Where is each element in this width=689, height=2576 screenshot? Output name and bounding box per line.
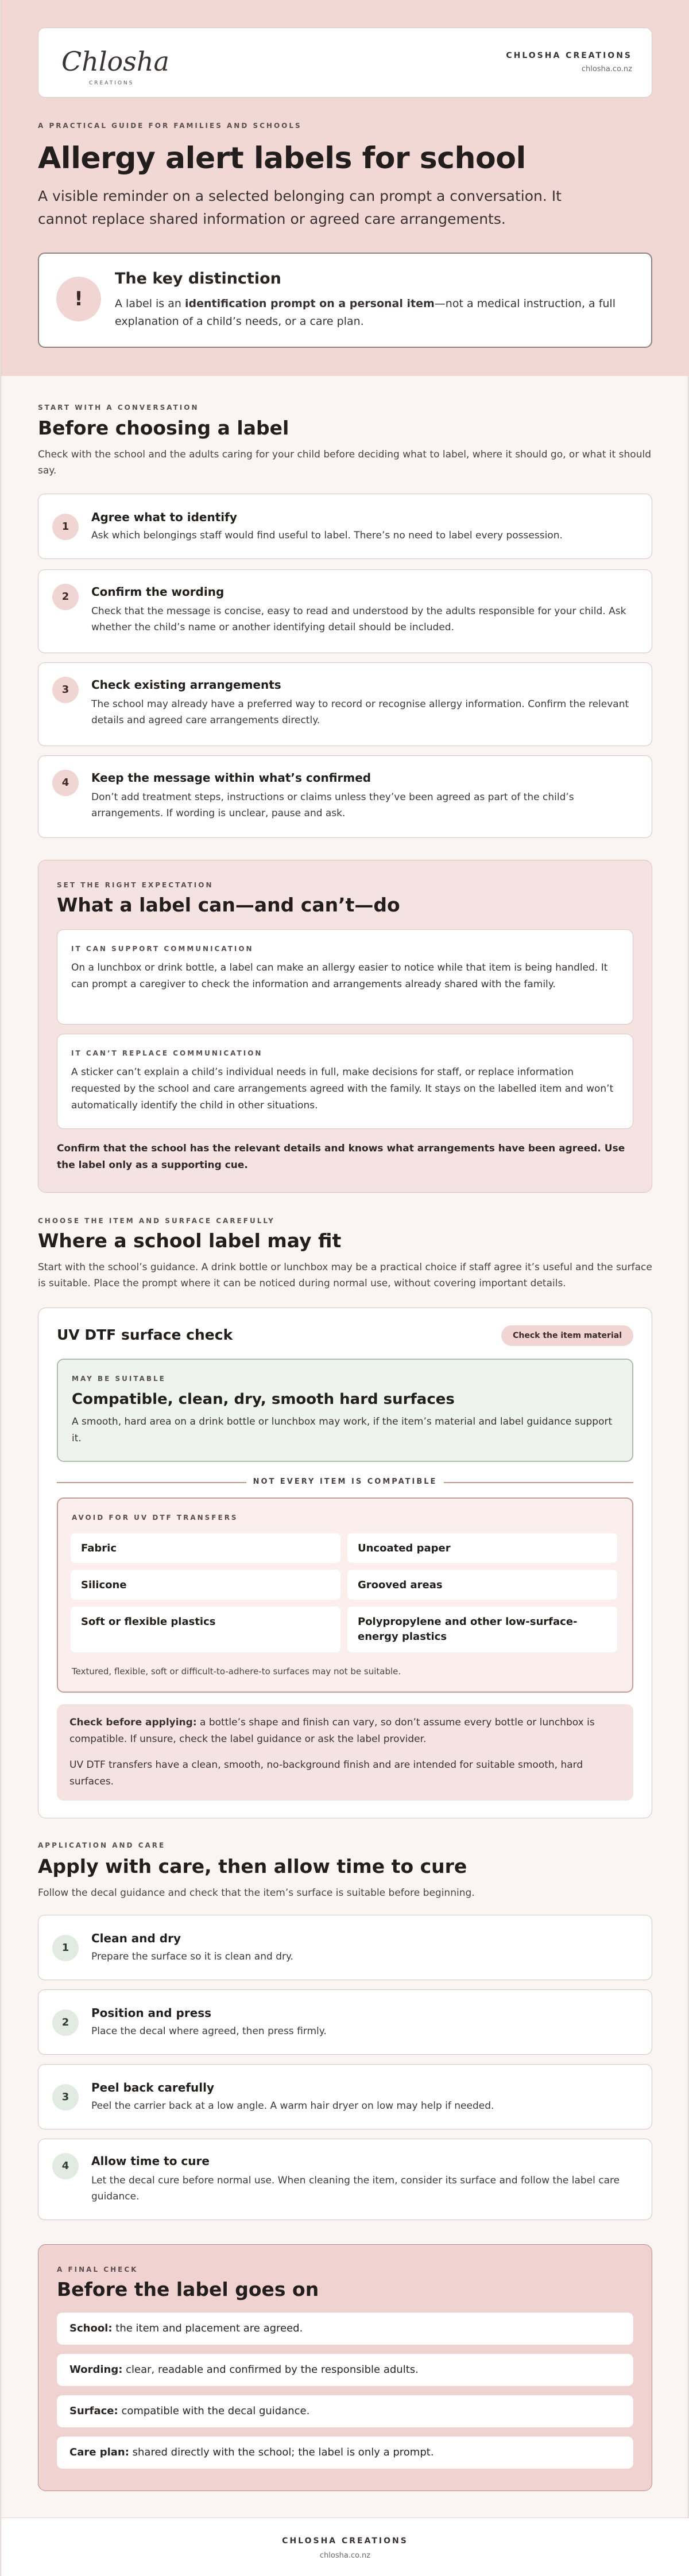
- svg-text:Chlosha: Chlosha: [61, 46, 169, 77]
- can-eyebrow: IT CAN SUPPORT COMMUNICATION: [71, 945, 254, 953]
- avoid-item: Fabric: [71, 1533, 340, 1563]
- conversation-step: [38, 755, 652, 838]
- final-eyebrow: A FINAL CHECK: [57, 2265, 138, 2274]
- checklist-item: Wording: clear, readable and confirmed by the responsible adults.: [57, 2354, 633, 2386]
- apply-step: [38, 2139, 652, 2220]
- step-number: 3: [52, 2084, 79, 2111]
- checklist-item: Surface: compatible with the decal guidance.: [57, 2395, 633, 2427]
- page-title: Allergy alert labels for school: [38, 141, 526, 176]
- suitable-eyebrow: MAY BE SUITABLE: [72, 1375, 166, 1383]
- avoid-note: Textured, flexible, soft or difficult-to-adhere-to surfaces may not be suitable.: [72, 1666, 401, 1677]
- conversation-step: [38, 569, 652, 653]
- step-title: Keep the message within what’s confirmed: [91, 771, 371, 785]
- alert-icon: !: [56, 277, 101, 321]
- avoid-eyebrow: AVOID FOR UV DTF TRANSFERS: [72, 1514, 238, 1522]
- conversation-eyebrow: START WITH A CONVERSATION: [38, 404, 199, 412]
- step-number: 2: [52, 584, 79, 610]
- conversation-step: [38, 662, 652, 746]
- suitable-title: Compatible, clean, dry, smooth hard surfaces: [72, 1391, 455, 1408]
- conversation-lead: Check with the school and the adults caring for your child before deciding what to label, where it should go, or what it should say.: [38, 449, 651, 476]
- step-number: 1: [52, 1935, 79, 1961]
- svg-text:CREATIONS: CREATIONS: [89, 80, 134, 86]
- check-before-text: Check before applying: a bottle’s shape and finish can vary, so don’t assume every bottle or lunchbox is compatible. If unsure, check the label guidance or ask the label provider.: [69, 1717, 595, 1745]
- page: [1, 0, 688, 2576]
- apply-eyebrow: APPLICATION AND CARE: [38, 1841, 166, 1849]
- avoid-panel: [57, 1498, 633, 1693]
- expectation-title: What a label can—and can’t—do: [57, 894, 400, 916]
- can-text: On a lunchbox or drink bottle, a label can make an allergy easier to notice while that item is being handled. It can prompt a caregiver to check the information and arrangements already shared with the family.: [71, 962, 608, 990]
- step-body: Place the decal where agreed, then press firmly.: [91, 2026, 327, 2037]
- check-material-badge: Check the item material: [501, 1325, 633, 1346]
- footer-url[interactable]: chlosha.co.nz: [319, 2551, 371, 2560]
- step-title: Position and press: [91, 2006, 212, 2020]
- apply-step: [38, 1989, 652, 2055]
- step-body: Let the decal cure before normal use. When cleaning the item, consider its surface and follow the label care guidance.: [91, 2175, 620, 2202]
- avoid-item: Uncoated paper: [347, 1533, 617, 1563]
- apply-step: [38, 1915, 652, 1980]
- suitable-text: A smooth, hard area on a drink bottle or lunchbox may work, if the item’s material and label guidance support it.: [72, 1416, 613, 1444]
- avoid-item: Polypropylene and other low-surface-energy plastics: [347, 1607, 617, 1652]
- checklist-item: School: the item and placement are agreed.: [57, 2313, 633, 2345]
- apply-lead: Follow the decal guidance and check that the item’s surface is suitable before beginning.: [38, 1887, 475, 1899]
- finish-text: UV DTF transfers have a clean, smooth, no-background finish and are intended for suitable smooth, hard surfaces.: [69, 1759, 583, 1787]
- checklist-item: Care plan: shared directly with the school; the label is only a prompt.: [57, 2437, 633, 2469]
- key-distinction-callout: [38, 253, 652, 348]
- step-title: Agree what to identify: [91, 510, 237, 524]
- final-check-section: [38, 2244, 652, 2491]
- step-body: The school may already have a preferred way to record or recognise allergy information. Confirm the relevant details and agreed care arrangements directly.: [91, 699, 629, 726]
- step-title: Clean and dry: [91, 1931, 181, 1945]
- avoid-item: Silicone: [71, 1570, 340, 1600]
- compatibility-divider: [57, 1476, 633, 1489]
- brand-logo[interactable]: [59, 40, 174, 89]
- avoid-item: Grooved areas: [347, 1570, 617, 1600]
- expectation-eyebrow: SET THE RIGHT EXPECTATION: [57, 881, 214, 889]
- expectation-section: [38, 860, 652, 1193]
- step-number: 1: [52, 514, 79, 540]
- step-number: 4: [52, 2153, 79, 2179]
- brand-name: CHLOSHA CREATIONS: [506, 51, 632, 60]
- footer-brand-name: CHLOSHA CREATIONS: [282, 2536, 408, 2546]
- final-title: Before the label goes on: [57, 2278, 319, 2300]
- distinction-title: The key distinction: [115, 270, 281, 288]
- check-before-applying-note: [57, 1704, 633, 1801]
- step-body: Don’t add treatment steps, instructions or claims unless they’ve been agreed as part of the child’s arrangements. If wording is unclear, pause and ask.: [91, 792, 574, 819]
- step-title: Allow time to cure: [91, 2154, 210, 2168]
- site-footer: [1, 2517, 689, 2576]
- step-body: Prepare the surface so it is clean and dry.: [91, 1951, 294, 1962]
- step-number: 4: [52, 770, 79, 796]
- step-title: Check existing arrangements: [91, 678, 281, 692]
- step-number: 2: [52, 2009, 79, 2036]
- cant-card: [57, 1034, 633, 1129]
- suitable-panel: [57, 1359, 633, 1462]
- can-card: [57, 929, 633, 1025]
- step-body: Ask which belongings staff would find useful to label. There’s no need to label every possession.: [91, 530, 563, 541]
- expectation-confirm: Confirm that the school has the relevant details and knows what arrangements have been agreed. Use the label only as a supporting cue.: [57, 1143, 625, 1171]
- site-header: [38, 28, 652, 98]
- avoid-item: Soft or flexible plastics: [71, 1607, 340, 1652]
- step-body: Check that the message is concise, easy to read and understood by the adults responsible for your child. Ask whether the child’s name or another identifying detail should be included.: [91, 606, 626, 633]
- fit-lead: Start with the school’s guidance. A drink bottle or lunchbox may be a practical choice if staff agree it’s useful and the surface is suitable. Place the prompt where it can be noticed during normal use, without covering important details.: [38, 1262, 652, 1289]
- step-title: Confirm the wording: [91, 585, 224, 599]
- surface-check-title: UV DTF surface check: [57, 1326, 233, 1343]
- hero-lead: A visible reminder on a selected belonging can prompt a conversation. It cannot replace shared information or agreed care arrangements.: [38, 188, 562, 227]
- step-body: Peel the carrier back at a low angle. A warm hair dryer on low may help if needed.: [91, 2100, 494, 2112]
- cant-text: A sticker can’t explain a child’s individual needs in full, make decisions for staff, or replace information requested by the school and care arrangements agreed with the family. It stays on the labelled item and won’t automatically identify the child in other situations.: [71, 1066, 614, 1111]
- fit-title: Where a school label may fit: [38, 1229, 342, 1252]
- surface-check-card: [38, 1308, 652, 1818]
- apply-step: [38, 2064, 652, 2129]
- fit-eyebrow: CHOOSE THE ITEM AND SURFACE CAREFULLY: [38, 1217, 275, 1225]
- divider-label: NOT EVERY ITEM IS COMPATIBLE: [253, 1477, 438, 1486]
- step-title: Peel back carefully: [91, 2081, 215, 2094]
- conversation-step: [38, 494, 652, 559]
- cant-eyebrow: IT CAN’T REPLACE COMMUNICATION: [71, 1049, 263, 1057]
- hero-section: [1, 0, 689, 376]
- distinction-text: A label is an identification prompt on a personal item—not a medical instruction, a full explanation of a child’s needs, or a care plan.: [115, 297, 616, 328]
- brand-url[interactable]: chlosha.co.nz: [581, 65, 632, 73]
- step-number: 3: [52, 677, 79, 703]
- hero-eyebrow: A PRACTICAL GUIDE FOR FAMILIES AND SCHOOLS: [38, 122, 302, 130]
- conversation-title: Before choosing a label: [38, 417, 289, 439]
- apply-title: Apply with care, then allow time to cure: [38, 1855, 467, 1877]
